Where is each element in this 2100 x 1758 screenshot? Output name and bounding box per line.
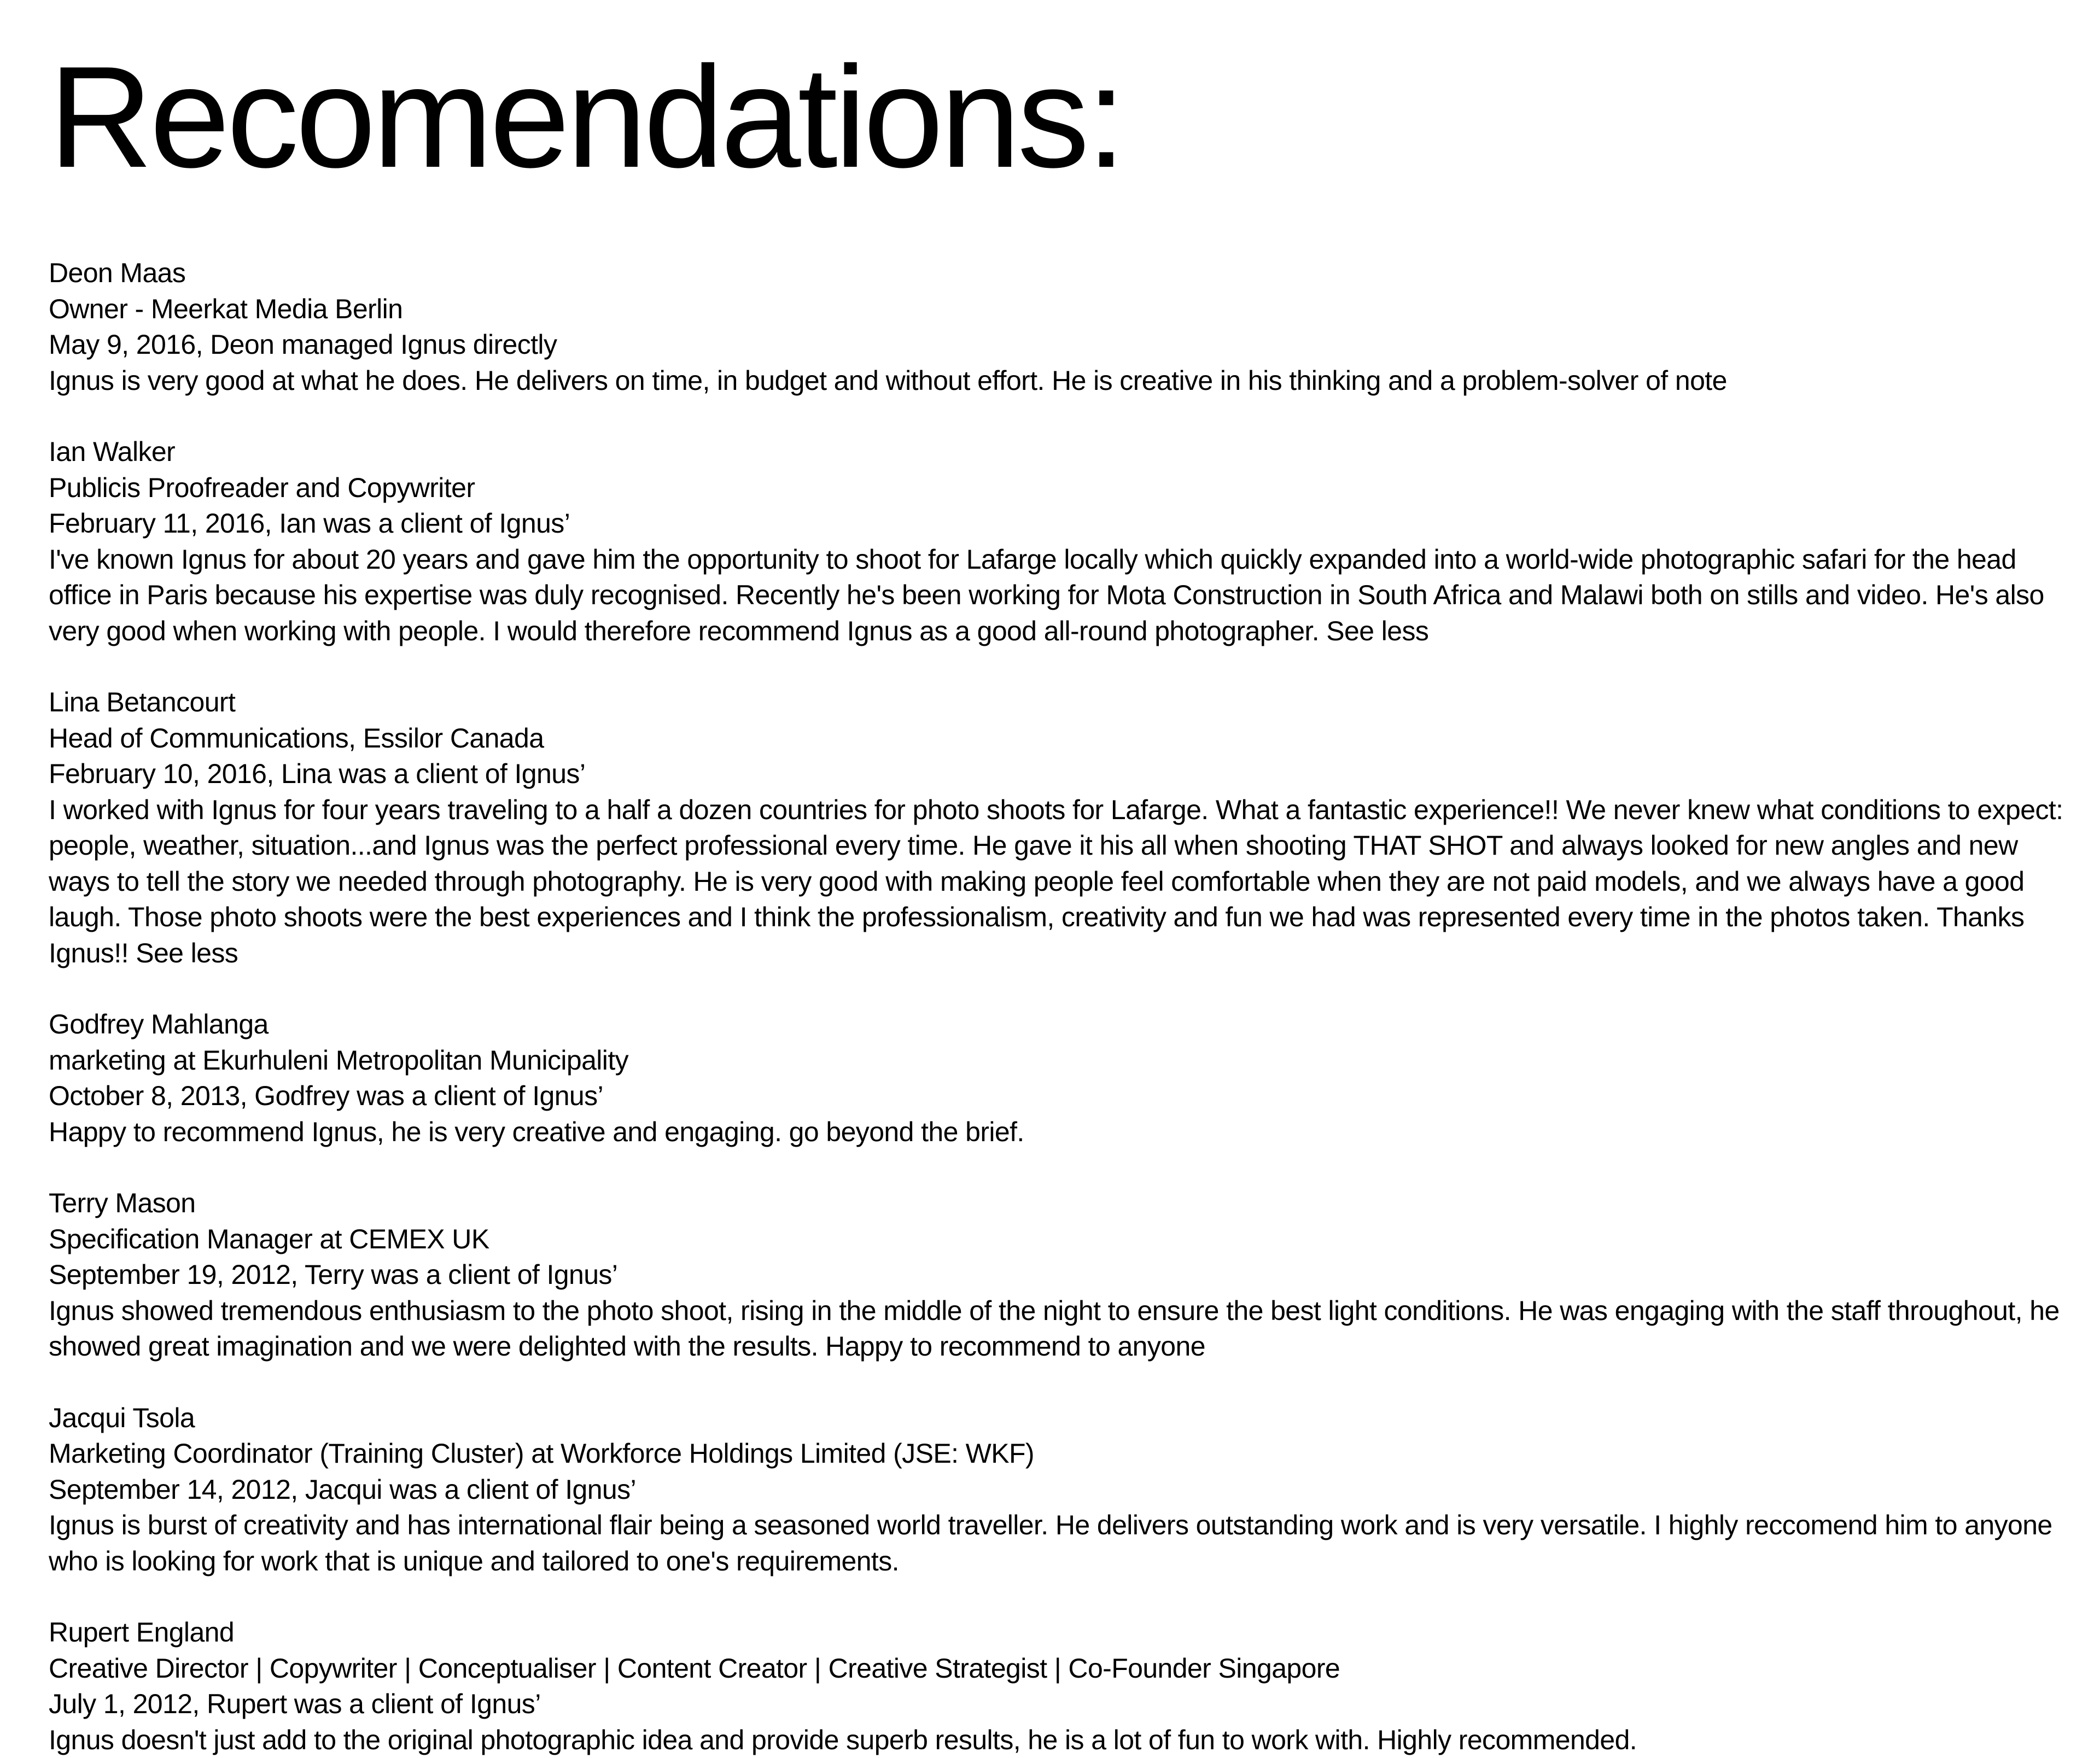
recommendation-relation: September 14, 2012, Jacqui was a client of Ignus’ <box>49 1472 2083 1508</box>
recommendation-item <box>49 1400 2083 1580</box>
recommendation-list <box>49 255 2083 1758</box>
recommendation-relation: May 9, 2016, Deon managed Ignus directly <box>49 327 2083 363</box>
recommendation-text: Ignus showed tremendous enthusiasm to the photo shoot, rising in the middle of the night to ensure the best light conditions. He was engaging with the staff throughout, he showed great imagination and we were delighted with the results. Happy to recommend to anyone <box>49 1293 2083 1365</box>
recommender-name: Terry Mason <box>49 1185 2083 1222</box>
recommendation-item <box>49 1615 2083 1758</box>
recommender-role: Specification Manager at CEMEX UK <box>49 1222 2083 1258</box>
recommendations-page <box>49 0 2083 1758</box>
recommendation-relation: October 8, 2013, Godfrey was a client of Ignus’ <box>49 1078 2083 1114</box>
recommender-name: Rupert England <box>49 1615 2083 1651</box>
recommendation-text: Happy to recommend Ignus, he is very creative and engaging. go beyond the brief. <box>49 1114 2083 1150</box>
recommendation-item <box>49 434 2083 649</box>
recommendation-text: I worked with Ignus for four years traveling to a half a dozen countries for photo shoots for Lafarge. What a fantastic experience!! We never knew what conditions to expect: people, weather, situation...and Ignus was the perfect professional every time. He gave it his all when shooting THAT SHOT and always looked for new angles and new ways to tell the story we needed through photography. He is very good with making people feel comfortable when they are not paid models, and we always have a good laugh. Those photo shoots were the best experiences and I think the professionalism, creativity and fun we had was represented every time in the photos taken. Thanks Ignus!! See less <box>49 792 2083 972</box>
recommendation-relation: September 19, 2012, Terry was a client of Ignus’ <box>49 1257 2083 1293</box>
recommender-role: Head of Communications, Essilor Canada <box>49 721 2083 757</box>
recommendation-text: Ignus is burst of creativity and has international flair being a seasoned world traveller. He delivers outstanding work and is very versatile. I highly reccomend him to anyone who is looking for work that is unique and tailored to one's requirements. <box>49 1508 2083 1579</box>
recommendation-item <box>49 685 2083 971</box>
recommendation-text: I've known Ignus for about 20 years and gave him the opportunity to shoot for Lafarge locally which quickly expanded into a world-wide photographic safari for the head office in Paris because his expertise was duly recognised. Recently he's been working for Mota Construction in South Africa and Malawi both on stills and video. He's also very good when working with people. I would therefore recommend Ignus as a good all-round photographer. See less <box>49 542 2083 650</box>
recommender-name: Deon Maas <box>49 255 2083 291</box>
page-title: Recomendations: <box>49 0 2083 189</box>
recommender-role: Owner - Meerkat Media Berlin <box>49 291 2083 328</box>
recommender-name: Ian Walker <box>49 434 2083 470</box>
recommendation-text: Ignus is very good at what he does. He delivers on time, in budget and without effort. He is creative in his thinking and a problem-solver of note <box>49 363 2083 399</box>
recommender-role: marketing at Ekurhuleni Metropolitan Municipality <box>49 1043 2083 1079</box>
recommender-role: Marketing Coordinator (Training Cluster) at Workforce Holdings Limited (JSE: WKF) <box>49 1436 2083 1472</box>
recommender-role: Creative Director | Copywriter | Conceptualiser | Content Creator | Creative Strategist | Co-Founder Singapore <box>49 1651 2083 1687</box>
recommender-name: Jacqui Tsola <box>49 1400 2083 1436</box>
recommendation-relation: July 1, 2012, Rupert was a client of Ignus’ <box>49 1686 2083 1722</box>
recommendation-item <box>49 255 2083 399</box>
recommendation-text: Ignus doesn't just add to the original photographic idea and provide superb results, he is a lot of fun to work with. Highly recommended. <box>49 1722 2083 1758</box>
recommendation-item <box>49 1185 2083 1365</box>
recommendation-relation: February 10, 2016, Lina was a client of Ignus’ <box>49 756 2083 792</box>
recommendation-relation: February 11, 2016, Ian was a client of Ignus’ <box>49 506 2083 542</box>
recommendation-item <box>49 1007 2083 1150</box>
recommender-role: Publicis Proofreader and Copywriter <box>49 470 2083 506</box>
recommender-name: Godfrey Mahlanga <box>49 1007 2083 1043</box>
recommender-name: Lina Betancourt <box>49 685 2083 721</box>
